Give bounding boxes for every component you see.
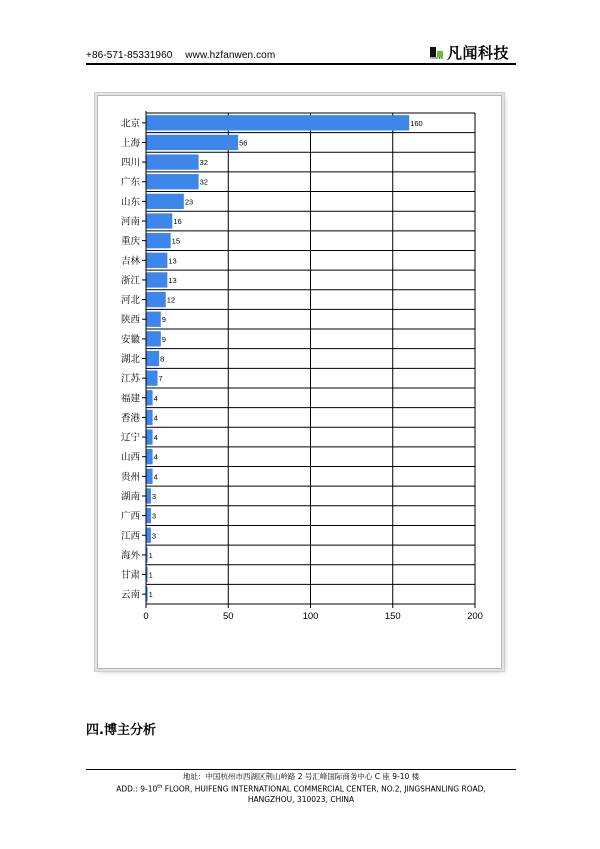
category-label: 辽宁 bbox=[120, 432, 140, 444]
category-label: 湖北 bbox=[120, 354, 140, 365]
data-label: 7 bbox=[158, 374, 163, 384]
category-label: 吉林 bbox=[120, 255, 140, 267]
bar bbox=[146, 135, 238, 150]
footer-address bbox=[86, 772, 516, 805]
bar bbox=[146, 528, 151, 543]
bar bbox=[146, 331, 161, 346]
address-en-line1: ADD.: 9-10th FLOOR, HUIFENG INTERNATIONAL COMMERCIAL CENTER, NO.2, JINGSHANLING ROAD, bbox=[116, 784, 486, 794]
category-label: 河南 bbox=[120, 216, 140, 228]
data-label: 4 bbox=[153, 413, 158, 423]
brand-mark-caption: FANWEN bbox=[430, 55, 443, 60]
bar bbox=[146, 115, 409, 130]
bar bbox=[146, 312, 161, 327]
bar bbox=[146, 410, 153, 425]
data-label: 4 bbox=[153, 433, 158, 443]
x-tick-label: 50 bbox=[222, 611, 234, 622]
x-tick-label: 0 bbox=[143, 611, 149, 622]
data-label: 3 bbox=[151, 531, 157, 541]
category-label: 广西 bbox=[120, 511, 140, 523]
data-label: 1 bbox=[148, 550, 153, 560]
bar bbox=[146, 508, 151, 523]
brand-logo bbox=[430, 42, 509, 63]
category-label: 福建 bbox=[120, 393, 140, 405]
category-label: 江西 bbox=[120, 530, 140, 542]
category-label: 云南 bbox=[120, 589, 140, 601]
data-label: 3 bbox=[151, 511, 157, 521]
category-label: 山西 bbox=[120, 452, 140, 464]
category-label: 重庆 bbox=[120, 236, 140, 248]
brand-name: 凡闻科技 bbox=[447, 44, 510, 62]
category-label: 江苏 bbox=[120, 373, 140, 385]
bar bbox=[146, 292, 166, 307]
footer-divider bbox=[86, 769, 516, 770]
header-contact bbox=[86, 50, 275, 61]
bar bbox=[146, 233, 171, 248]
category-label: 四川 bbox=[120, 157, 140, 169]
bar bbox=[146, 449, 153, 464]
data-label: 32 bbox=[199, 177, 208, 187]
bar bbox=[146, 390, 153, 405]
bar bbox=[146, 154, 199, 169]
x-tick-label: 150 bbox=[384, 611, 401, 622]
category-label: 广东 bbox=[120, 177, 140, 189]
section-title: 四.博主分析 bbox=[86, 723, 156, 738]
category-label: 浙江 bbox=[120, 275, 140, 287]
chart-frame bbox=[97, 95, 502, 669]
website-link[interactable]: www.hzfanwen.com bbox=[185, 50, 276, 61]
phone-number: +86-571-85331960 bbox=[86, 50, 173, 61]
category-label: 北京 bbox=[120, 118, 140, 130]
data-label: 1 bbox=[148, 570, 153, 580]
category-label: 上海 bbox=[120, 137, 140, 149]
category-label: 香港 bbox=[120, 412, 140, 424]
category-label: 河北 bbox=[120, 295, 140, 307]
data-label: 4 bbox=[153, 452, 158, 462]
x-tick-label: 100 bbox=[302, 611, 319, 622]
category-label: 海外 bbox=[120, 550, 140, 562]
data-label: 13 bbox=[168, 256, 177, 266]
bar bbox=[146, 469, 153, 484]
bar bbox=[146, 429, 153, 444]
data-label: 4 bbox=[153, 472, 158, 482]
data-label: 32 bbox=[199, 158, 208, 168]
bar bbox=[146, 272, 167, 287]
data-label: 15 bbox=[171, 236, 181, 246]
data-label: 23 bbox=[184, 197, 194, 207]
bar bbox=[146, 213, 172, 228]
category-label: 陕西 bbox=[120, 314, 140, 326]
data-label: 13 bbox=[168, 275, 177, 285]
category-label: 湖南 bbox=[120, 491, 140, 503]
bar-chart bbox=[98, 96, 501, 668]
category-label: 山东 bbox=[120, 196, 140, 208]
x-tick-label: 200 bbox=[467, 611, 483, 622]
header-divider bbox=[86, 63, 516, 65]
category-label: 安徽 bbox=[120, 334, 140, 346]
data-label: 9 bbox=[161, 334, 166, 344]
data-label: 8 bbox=[160, 354, 165, 364]
category-label: 甘肃 bbox=[120, 570, 140, 582]
data-label: 56 bbox=[239, 138, 248, 148]
bar bbox=[146, 253, 167, 268]
address-cn: 地址：中国杭州市西湖区荆山岭路 2 号汇峰国际商务中心 C 座 9-10 楼 bbox=[182, 772, 420, 781]
bar bbox=[146, 351, 159, 366]
category-label: 贵州 bbox=[120, 471, 140, 483]
data-label: 160 bbox=[410, 118, 423, 128]
brand-mark-icon bbox=[430, 46, 444, 60]
bar bbox=[146, 174, 199, 189]
data-label: 12 bbox=[166, 295, 176, 305]
bar bbox=[146, 488, 151, 503]
bar bbox=[146, 370, 158, 385]
data-label: 4 bbox=[153, 393, 158, 403]
bar bbox=[146, 194, 184, 209]
data-label: 3 bbox=[151, 491, 157, 501]
address-en-line2: HANGZHOU, 310023, CHINA bbox=[247, 794, 355, 804]
data-label: 1 bbox=[148, 590, 153, 600]
data-label: 9 bbox=[161, 315, 166, 325]
data-label: 16 bbox=[173, 217, 182, 227]
